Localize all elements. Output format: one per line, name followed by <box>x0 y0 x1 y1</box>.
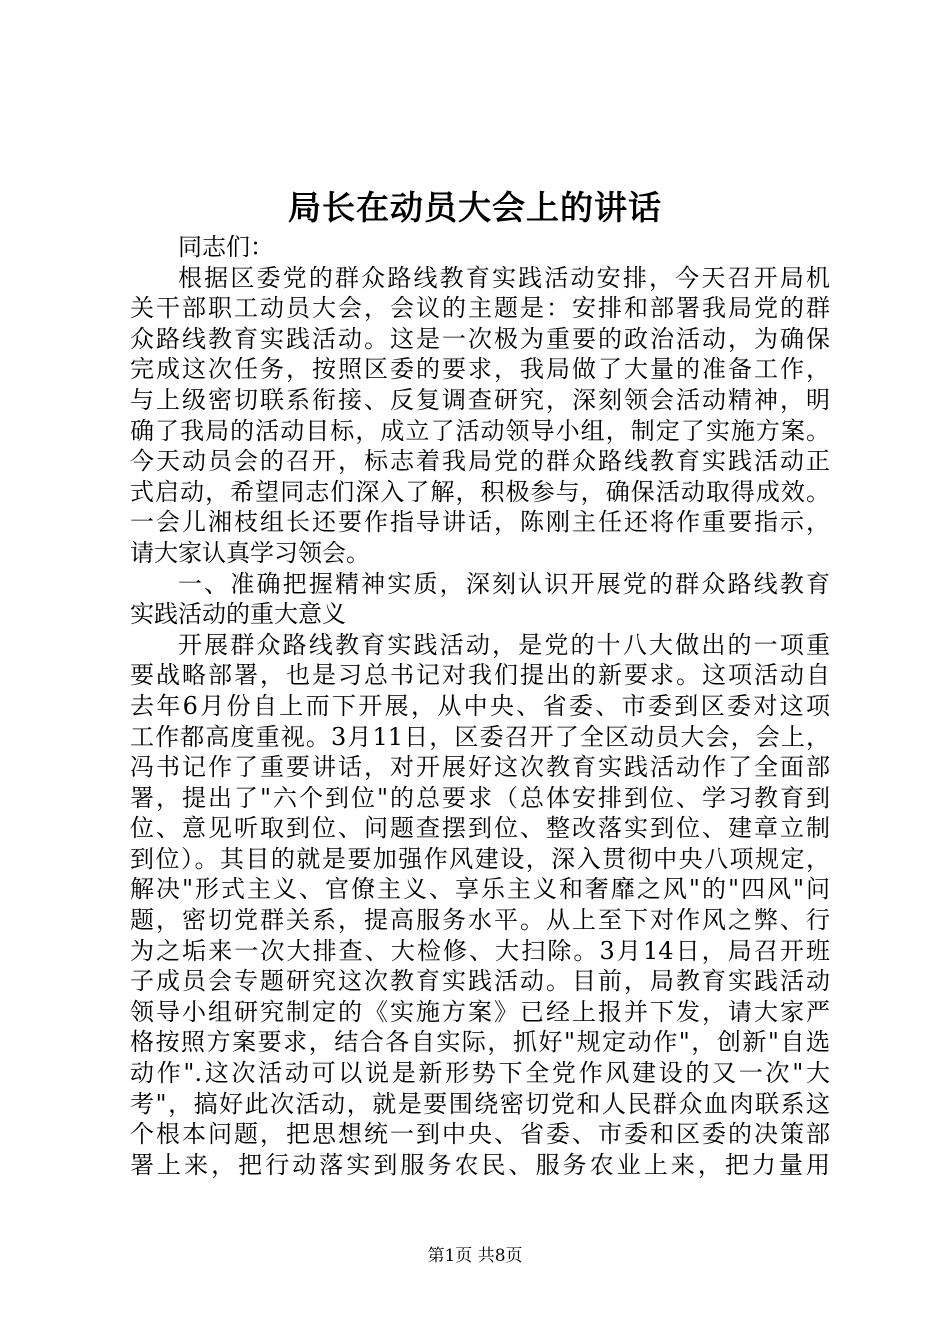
body-line: 为之垢来一次大排查、大检修、大扫除。3月14日，局召开班 <box>130 936 830 965</box>
body-line: 动作".这次活动可以说是新形势下全党作风建设的又一次"大 <box>130 1059 830 1088</box>
body-line: 根据区委党的群众路线教育实践活动安排，今天召开局机 <box>178 263 830 292</box>
body-line: 请大家认真学习领会。 <box>130 538 370 567</box>
body-line: 完成这次任务，按照区委的要求，我局做了大量的准备工作， <box>130 355 830 384</box>
body-line: 署上来，把行动落实到服务农民、服务农业上来，把力量用 <box>130 1150 830 1179</box>
page-footer: 第1页 共8页 <box>427 1246 523 1266</box>
body-line: 领导小组研究制定的《实施方案》已经上报并下发，请大家严 <box>130 997 830 1026</box>
body-line: 考"，搞好此次活动，就是要围绕密切党和人民群众血肉联系这 <box>130 1089 830 1118</box>
body-line: 一、准确把握精神实质，深刻认识开展党的群众路线教育 <box>178 569 830 598</box>
body-line: 工作都高度重视。3月11日，区委召开了全区动员大会，会上， <box>130 722 830 751</box>
document-title: 局长在动员大会上的讲话 <box>288 188 662 227</box>
body-line: 题，密切党群关系，提高服务水平。从上至下对作风之弊、行 <box>130 906 830 935</box>
body-line: 去年6月份自上而下开展，从中央、省委、市委到区委对这项 <box>130 691 830 720</box>
body-line: 位、意见听取到位、问题查摆到位、整改落实到位、建章立制 <box>130 814 830 843</box>
body-line: 今天动员会的召开，标志着我局党的群众路线教育实践活动正 <box>130 447 830 476</box>
body-line: 子成员会专题研究这次教育实践活动。目前，局教育实践活动 <box>130 967 830 996</box>
body-line: 解决"形式主义、官僚主义、享乐主义和奢靡之风"的"四风"问 <box>130 875 830 904</box>
body-line: 确了我局的活动目标，成立了活动领导小组，制定了实施方案。 <box>130 416 830 445</box>
body-line: 开展群众路线教育实践活动，是党的十八大做出的一项重 <box>178 630 830 659</box>
body-line: 个根本问题，把思想统一到中央、省委、市委和区委的决策部 <box>130 1120 830 1149</box>
body-line: 一会儿湘枝组长还要作指导讲话，陈刚主任还将作重要指示， <box>130 508 830 537</box>
body-line: 关干部职工动员大会，会议的主题是：安排和部署我局党的群 <box>130 294 830 323</box>
body-line: 冯书记作了重要讲话，对开展好这次教育实践活动作了全面部 <box>130 753 830 782</box>
body-line: 实践活动的重大意义 <box>130 600 346 629</box>
document-body <box>130 232 830 1180</box>
body-line: 同志们： <box>178 233 274 261</box>
body-line: 与上级密切联系衔接、反复调查研究，深刻领会活动精神，明 <box>130 385 830 414</box>
body-line: 式启动，希望同志们深入了解，积极参与，确保活动取得成效。 <box>130 477 830 506</box>
body-line: 到位）。其目的就是要加强作风建设，深入贯彻中央八项规定， <box>130 844 830 873</box>
body-line: 要战略部署，也是习总书记对我们提出的新要求。这项活动自 <box>130 661 830 690</box>
body-line: 众路线教育实践活动。这是一次极为重要的政治活动，为确保 <box>130 324 830 353</box>
body-line: 署，提出了"六个到位"的总要求（总体安排到位、学习教育到 <box>130 783 830 812</box>
body-line: 格按照方案要求，结合各自实际，抓好"规定动作"，创新"自选 <box>130 1028 830 1057</box>
